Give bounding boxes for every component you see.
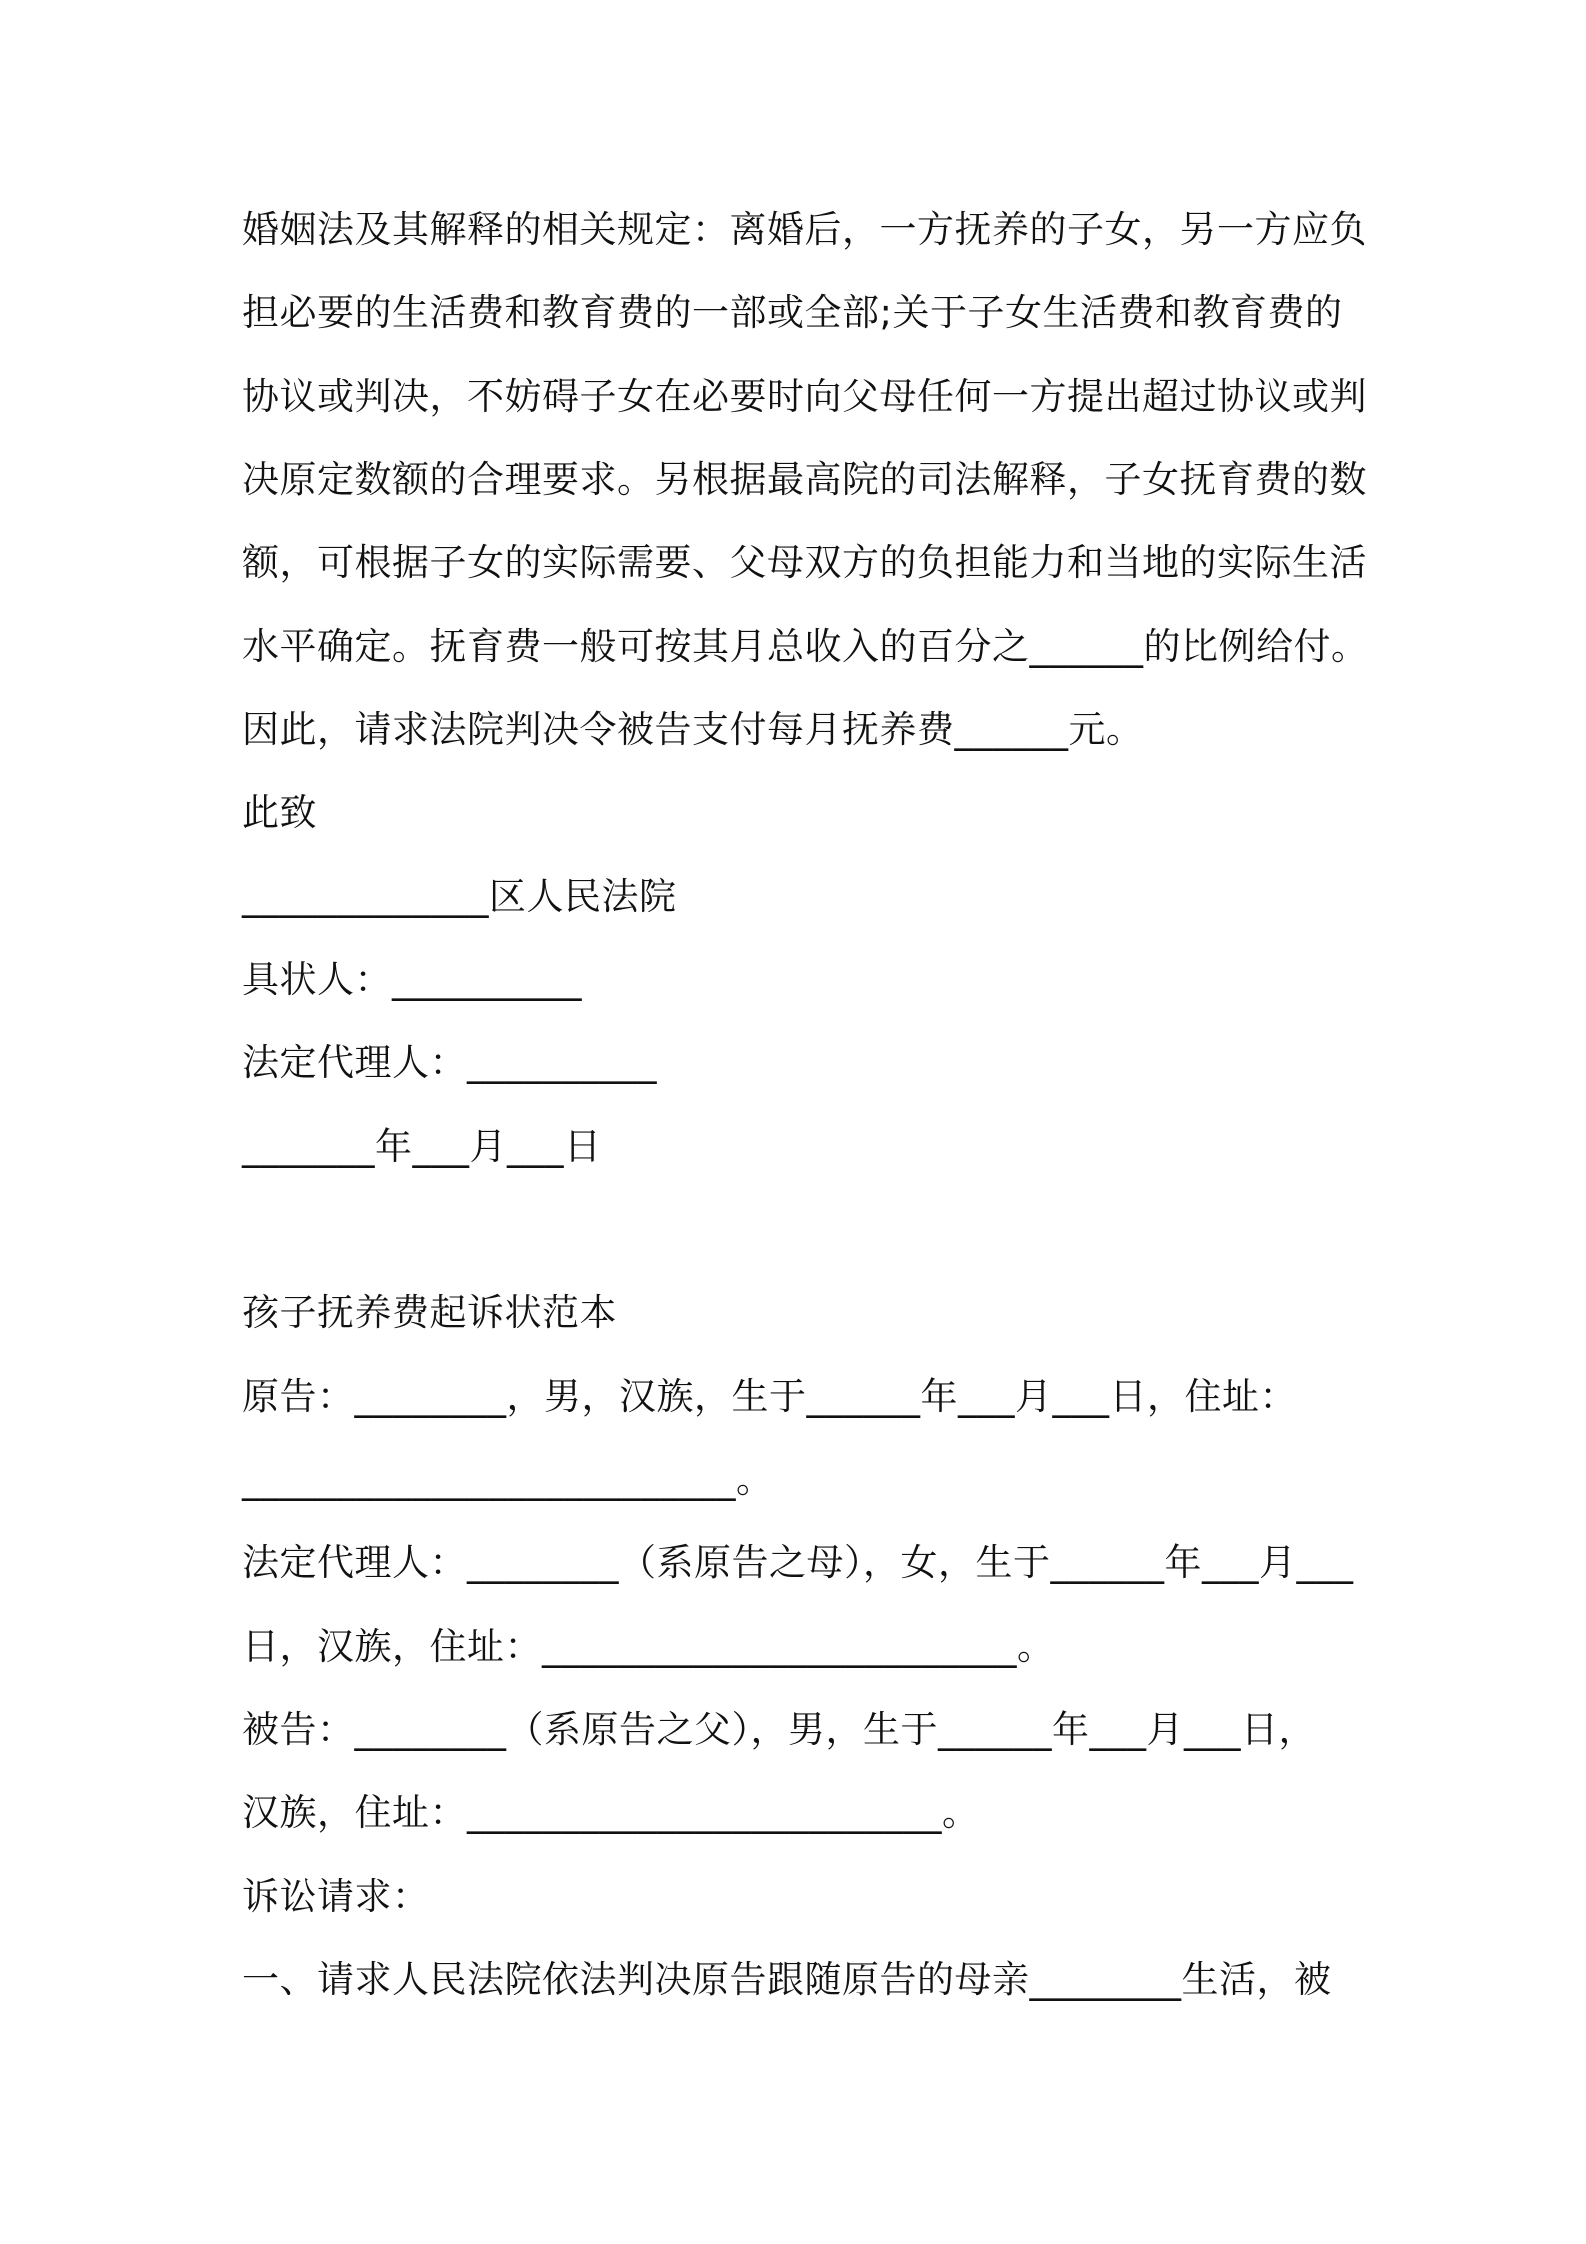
- court-name-line: _____________区人民法院: [242, 875, 677, 918]
- plaintiff-signature-line: 具状人：__________: [242, 958, 582, 1001]
- defendant-info-line-2: 汉族，住址：_________________________。: [242, 1791, 980, 1834]
- section-title: 孩子抚养费起诉状范本: [242, 1291, 617, 1334]
- paragraph-line-1: 婚姻法及其解释的相关规定：离婚后，一方抚养的子女，另一方应负: [242, 208, 1367, 251]
- paragraph-line-5: 额，可根据子女的实际需要、父母双方的负担能力和当地的实际生活: [242, 541, 1367, 584]
- defendant-info-line-1: 被告：________（系原告之父），男，生于______年___月___日，: [242, 1708, 1316, 1751]
- claims-heading: 诉讼请求：: [242, 1875, 430, 1918]
- closing-salutation: 此致: [242, 791, 317, 834]
- claim-item-1: 一、请求人民法院依法判决原告跟随原告的母亲________生活，被: [242, 1958, 1332, 2001]
- legal-agent-info-line-2: 日，汉族，住址：_________________________。: [242, 1625, 1055, 1668]
- paragraph-line-2: 担必要的生活费和教育费的一部或全部;关于子女生活费和教育费的: [242, 291, 1343, 334]
- plaintiff-info-line-1: 原告：________，男，汉族，生于______年___月___日，住址：: [242, 1375, 1297, 1418]
- paragraph-line-7: 因此，请求法院判决令被告支付每月抚养费______元。: [242, 708, 1144, 751]
- plaintiff-info-line-2: __________________________。: [242, 1458, 774, 1501]
- legal-agent-info-line-1: 法定代理人：________（系原告之母），女，生于______年___月___: [242, 1541, 1354, 1584]
- legal-agent-signature-line: 法定代理人：__________: [242, 1041, 657, 1084]
- paragraph-line-4: 决原定数额的合理要求。另根据最高院的司法解释，子女抚育费的数: [242, 458, 1367, 501]
- paragraph-line-3: 协议或判决，不妨碍子女在必要时向父母任何一方提出超过协议或判: [242, 375, 1367, 418]
- date-line: _______年___月___日: [242, 1125, 602, 1168]
- paragraph-line-6: 水平确定。抚育费一般可按其月总收入的百分之______的比例给付。: [242, 625, 1369, 668]
